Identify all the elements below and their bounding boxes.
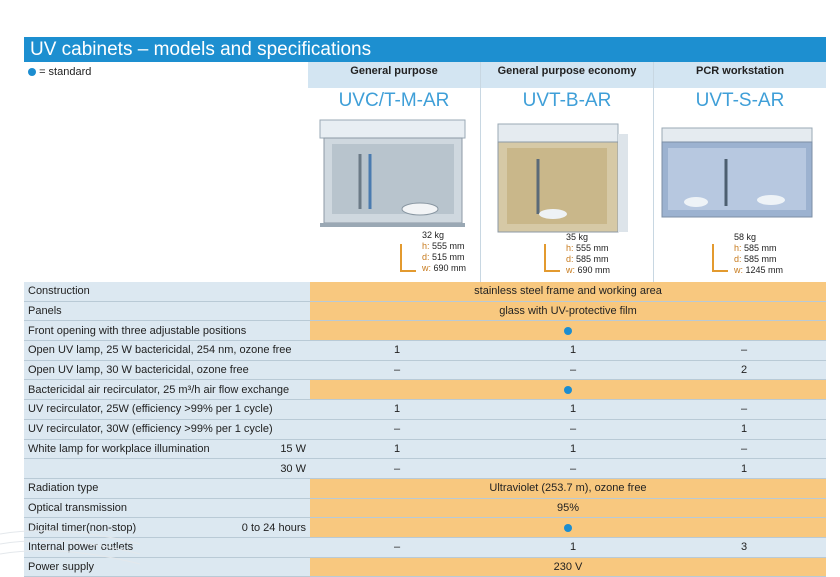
row-cell: – <box>484 419 662 439</box>
column-category-1: General purpose <box>308 62 480 88</box>
model-name-2: UVT-B-AR <box>522 90 612 111</box>
dims-3 <box>734 232 783 276</box>
dim-w: 690 mm <box>433 263 467 273</box>
row-cell: 1 <box>662 419 826 439</box>
weight: 32 kg <box>422 230 445 240</box>
dim-d: 515 mm <box>432 252 465 262</box>
dimension-bracket-icon <box>400 244 416 272</box>
row-cell: – <box>484 459 662 479</box>
row-cell: 1 <box>310 400 484 420</box>
decorative-curves <box>0 501 140 574</box>
row-label <box>24 282 310 301</box>
row-cell: 2 <box>662 360 826 380</box>
divider <box>653 62 654 282</box>
row-cell: 1 <box>484 400 662 420</box>
row-label-text: Digital timer(non-stop) <box>28 521 137 534</box>
row-label-text: Radiation type <box>28 482 99 495</box>
row-label-text: Front opening with three adjustable positions <box>28 324 247 337</box>
dim-h: 555 mm <box>576 243 609 253</box>
table-row <box>24 360 826 380</box>
row-cell: – <box>484 360 662 380</box>
row-label-text: Open UV lamp, 30 W bactericidal, ozone free <box>28 364 249 377</box>
row-label <box>24 439 310 459</box>
dim-w: 690 mm <box>577 265 611 275</box>
table-row <box>24 341 826 361</box>
table-row <box>24 419 826 439</box>
dim-key-h: h: <box>566 243 574 253</box>
row-cell: 1 <box>484 537 662 557</box>
row-label <box>24 400 310 420</box>
table-row <box>24 400 826 420</box>
row-cell: 1 <box>484 439 662 459</box>
row-label <box>24 419 310 439</box>
table-row <box>24 537 826 557</box>
row-label-text: Optical transmission <box>28 501 128 514</box>
dim-key-d: d: <box>734 254 742 264</box>
row-label <box>24 321 310 341</box>
row-label <box>24 301 310 321</box>
table-row <box>24 459 826 479</box>
standard-dot-icon <box>28 68 36 76</box>
row-label-text: White lamp for workplace illumination <box>28 442 210 455</box>
dim-w: 1245 mm <box>745 265 784 275</box>
row-sublabel: 15 W <box>280 442 306 455</box>
row-value: glass with UV-protective film <box>310 301 826 321</box>
row-cell: – <box>662 439 826 459</box>
dim-key-d: d: <box>566 254 574 264</box>
row-label-text: UV recirculator, 30W (efficiency >99% per 1 cycle) <box>28 423 273 436</box>
row-cell: 1 <box>484 341 662 361</box>
row-cell: – <box>310 419 484 439</box>
column-category-3: PCR workstation <box>654 62 826 88</box>
row-value <box>310 321 826 341</box>
row-label-text: Panels <box>28 305 62 318</box>
row-label <box>24 341 310 361</box>
dim-h: 555 mm <box>432 241 465 251</box>
dim-d: 585 mm <box>744 254 777 264</box>
row-cell: 3 <box>662 537 826 557</box>
row-cell: – <box>310 537 484 557</box>
table-row <box>24 380 826 400</box>
legend <box>28 66 91 78</box>
page-title: UV cabinets – models and specifications <box>24 37 826 62</box>
standard-dot-icon <box>564 386 572 394</box>
row-value <box>310 380 826 400</box>
dim-key-w: w: <box>422 263 431 273</box>
model-name-1: UVC/T-M-AR <box>338 90 450 111</box>
row-cell: 1 <box>662 459 826 479</box>
row-sublabel: 0 to 24 hours <box>241 521 306 534</box>
table-row <box>24 321 826 341</box>
standard-dot-icon <box>564 327 572 335</box>
dim-key-h: h: <box>422 241 430 251</box>
row-value: Ultraviolet (253.7 m), ozone free <box>310 478 826 498</box>
row-value <box>310 518 826 538</box>
dim-key-w: w: <box>734 265 743 275</box>
table-row <box>24 439 826 459</box>
table-row <box>24 498 826 518</box>
row-label <box>24 360 310 380</box>
row-cell: 1 <box>310 439 484 459</box>
row-cell: 1 <box>310 341 484 361</box>
dim-key-d: d: <box>422 252 430 262</box>
standard-dot-icon <box>564 524 572 532</box>
row-label-text: Construction <box>28 285 90 298</box>
row-sublabel: 30 W <box>280 462 306 475</box>
dimension-bracket-icon <box>712 244 728 272</box>
table-row <box>24 282 826 301</box>
row-label-text: Power supply <box>28 560 95 573</box>
row-label <box>24 478 310 498</box>
weight: 58 kg <box>734 232 757 242</box>
row-label-text: Open UV lamp, 25 W bactericidal, 254 nm, ozone free <box>28 344 292 357</box>
table-row <box>24 518 826 538</box>
row-value: stainless steel frame and working area <box>310 282 826 301</box>
legend-label: = standard <box>39 66 92 78</box>
weight: 35 kg <box>566 232 589 242</box>
divider <box>480 62 481 282</box>
row-label <box>24 459 310 479</box>
dimension-bracket-icon <box>544 244 560 272</box>
row-value: 95% <box>310 498 826 518</box>
row-cell: – <box>662 341 826 361</box>
dims-1 <box>422 230 466 274</box>
dims-2 <box>566 232 610 276</box>
row-label-text: Internal power outlets <box>28 541 134 554</box>
column-category-2: General purpose economy <box>481 62 653 88</box>
dim-h: 585 mm <box>744 243 777 253</box>
dim-key-w: w: <box>566 265 575 275</box>
dim-d: 585 mm <box>576 254 609 264</box>
row-label-text: Bactericidal air recirculator, 25 m³/h air flow exchange <box>28 383 290 396</box>
row-value: 230 V <box>310 557 826 577</box>
spec-table <box>24 282 826 577</box>
dim-key-h: h: <box>734 243 742 253</box>
table-row <box>24 478 826 498</box>
row-label-text: UV recirculator, 25W (efficiency >99% per 1 cycle) <box>28 403 273 416</box>
row-cell: – <box>662 400 826 420</box>
model-name-3: UVT-S-AR <box>695 90 785 111</box>
table-row <box>24 301 826 321</box>
row-label <box>24 380 310 400</box>
row-cell: – <box>310 360 484 380</box>
row-cell: – <box>310 459 484 479</box>
